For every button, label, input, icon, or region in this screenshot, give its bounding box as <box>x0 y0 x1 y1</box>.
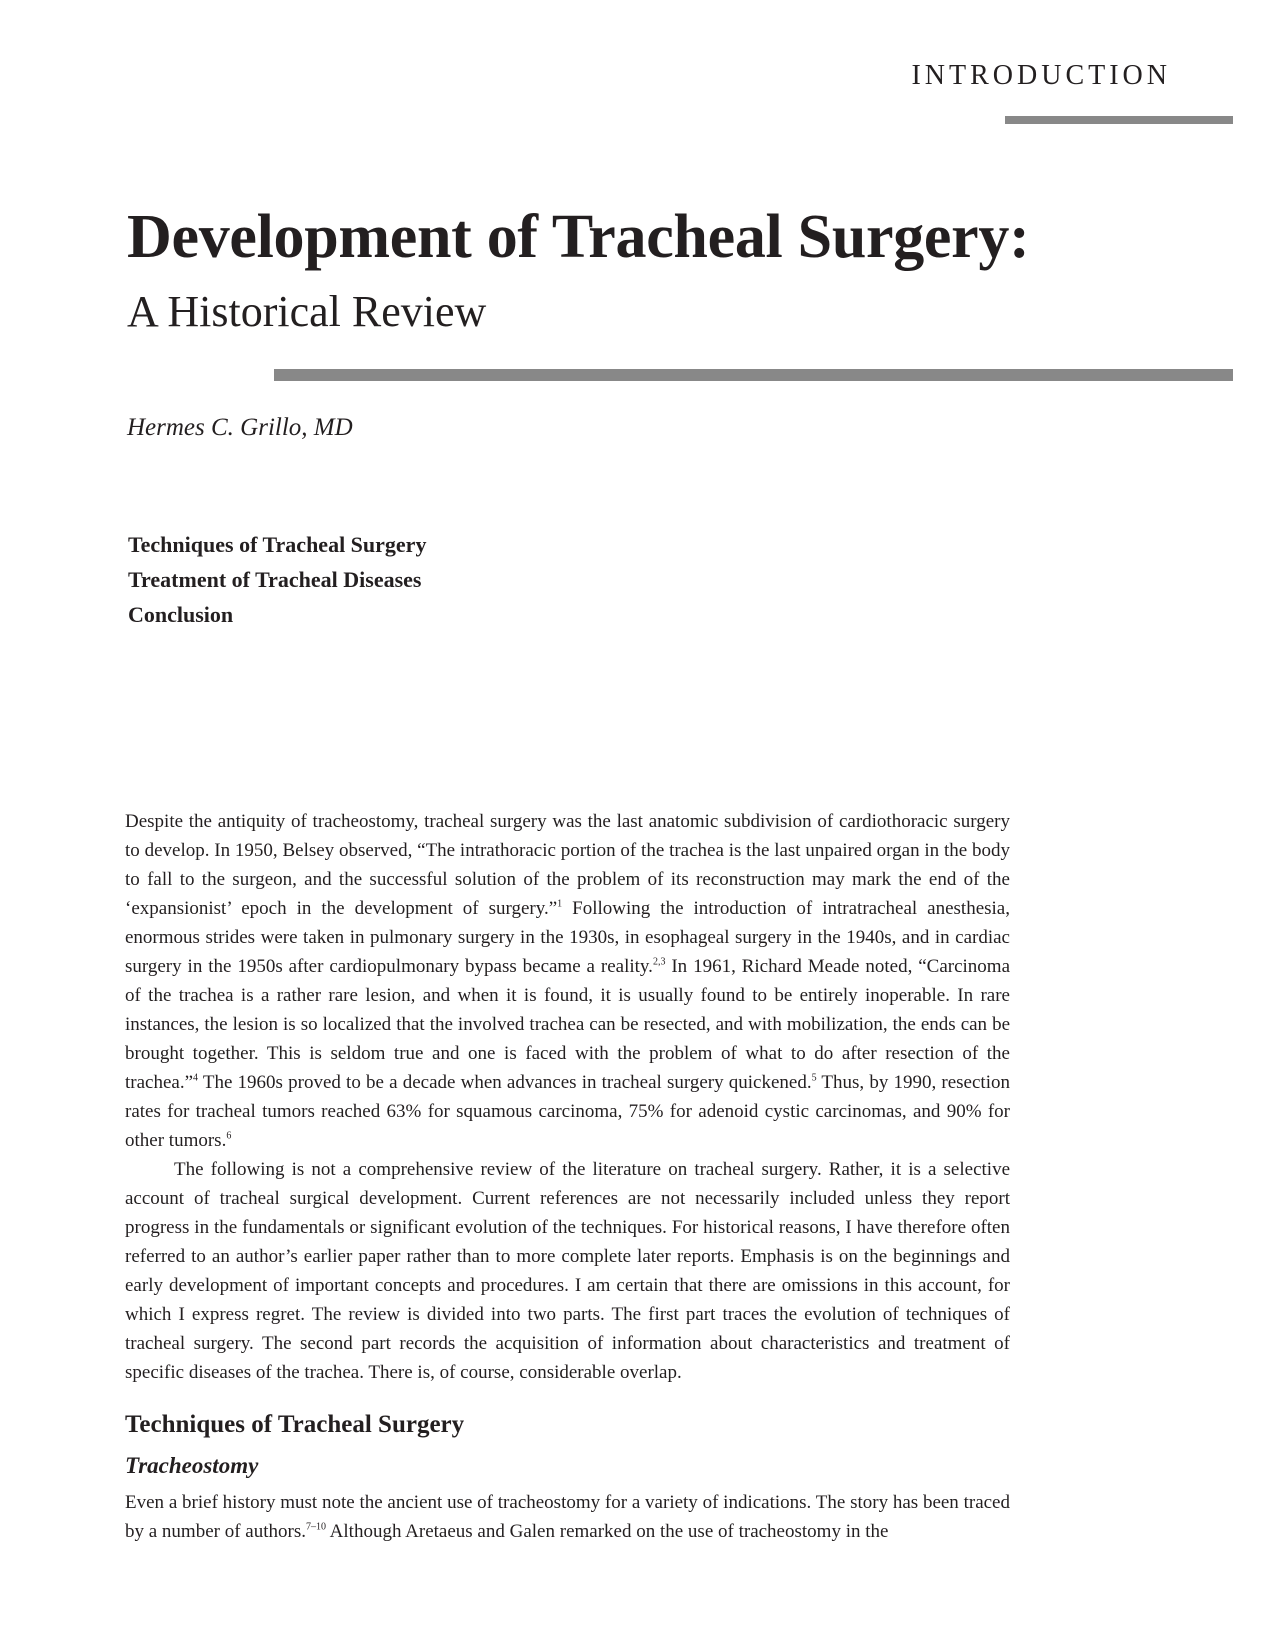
body-text-run: Even a brief history must note the ancient use of tracheostomy for a variety of indications. The story has been traced by a number of authors. <box>125 1492 1010 1542</box>
outline-item: Treatment of Tracheal Diseases <box>128 567 422 592</box>
article-title: Development of Tracheal Surgery: <box>127 203 1030 271</box>
outline-item: Techniques of Tracheal Surgery <box>128 532 427 557</box>
article-subtitle: A Historical Review <box>127 287 487 336</box>
subsection-heading: Tracheostomy <box>125 1453 259 1478</box>
citation-ref: 6 <box>226 1130 232 1142</box>
body-text-run: Although Aretaeus and Galen remarked on the use of tracheostomy in the <box>325 1521 889 1542</box>
body-text-run: In 1961, Richard Meade noted, “Carcinoma of the trachea is a rather rare lesion, and when it is found, it is usually found to be entirely inoperable. In rare instances, the lesion is so localized that the involved trachea can be resected, and with mobilization, the ends can be brought together. This is seldom true and one is faced with the problem of what to do after resection of the trachea.” <box>125 956 1011 1093</box>
title-rule <box>274 369 1233 381</box>
section-label: INTRODUCTION <box>911 60 1171 91</box>
body-text-run: The 1960s proved to be a decade when advances in tracheal surgery quickened. <box>198 1072 812 1093</box>
header-rule <box>1005 116 1233 124</box>
article-body <box>125 807 1010 1546</box>
outline-item: Conclusion <box>128 602 234 627</box>
section-heading: Techniques of Tracheal Surgery <box>125 1411 465 1438</box>
citation-ref: 5 <box>811 1072 817 1084</box>
citation-ref: 4 <box>193 1072 199 1084</box>
citation-ref: 7–10 <box>305 1521 326 1533</box>
citation-ref: 2,3 <box>652 956 666 968</box>
body-text-run: Thus, by 1990, resection rates for tracheal tumors reached 63% for squamous carcinoma, 75% for adenoid cystic carcinomas, and 90% for other tumors. <box>125 1072 1010 1151</box>
body-paragraph <box>125 807 1010 1155</box>
body-paragraph <box>125 1488 1010 1546</box>
body-text-run: Despite the antiquity of tracheostomy, tracheal surgery was the last anatomic subdivision of cardiothoracic surgery to develop. In 1950, Belsey observed, “The intrathoracic portion of the trachea is the last unpaired organ in the body to fall to the surgeon, and the successful solution of the problem of its reconstruction may mark the end of the ‘expansionist’ epoch in the development of surgery.” <box>125 811 1010 919</box>
author-name: Hermes C. Grillo, MD <box>127 414 353 441</box>
citation-ref: 1 <box>557 898 563 910</box>
chapter-outline <box>128 527 426 632</box>
body-paragraph: The following is not a comprehensive review of the literature on tracheal surgery. Rather, it is a selective account of tracheal surgical development. Current references are not necessarily included unless they report progress in the fundamentals or significant evolution of the techniques. For historical reasons, I have therefore often referred to an author’s earlier paper rather than to more complete later reports. Emphasis is on the beginnings and early development of important concepts and procedures. I am certain that there are omissions in this account, for which I express regret. The review is divided into two parts. The first part traces the evolution of techniques of tracheal surgery. The second part records the acquisition of information about characteristics and treatment of specific diseases of the trachea. There is, of course, considerable overlap. <box>125 1159 1010 1383</box>
body-text-run: Following the introduction of intratracheal anesthesia, enormous strides were taken in pulmonary surgery in the 1930s, in esophageal surgery in the 1940s, and in cardiac surgery in the 1950s after cardiopulmonary bypass became a reality. <box>125 898 1010 977</box>
